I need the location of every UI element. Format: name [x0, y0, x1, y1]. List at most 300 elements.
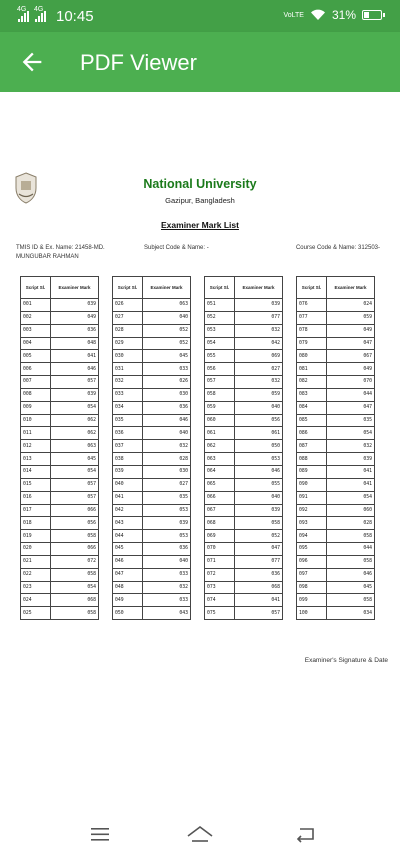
script-sl-cell: 099 — [297, 594, 327, 607]
script-sl-cell: 069 — [205, 530, 235, 543]
examiner-mark-cell: 052 — [143, 324, 191, 337]
examiner-mark-cell: 047 — [327, 401, 375, 414]
back-arrow-icon[interactable] — [18, 48, 46, 76]
table-row — [297, 337, 375, 350]
table-row — [297, 594, 375, 607]
script-sl-cell: 092 — [297, 504, 327, 517]
examiner-mark-cell: 048 — [51, 337, 99, 350]
script-sl-cell: 064 — [205, 465, 235, 478]
script-sl-cell: 034 — [113, 401, 143, 414]
table-row — [297, 581, 375, 594]
examiner-mark-cell: 058 — [327, 555, 375, 568]
table-row — [21, 517, 99, 530]
table-row — [21, 594, 99, 607]
examiner-mark-cell: 049 — [51, 311, 99, 324]
pdf-page[interactable] — [0, 92, 400, 812]
table-row — [205, 504, 283, 517]
examiner-mark-cell: 041 — [327, 465, 375, 478]
script-sl-cell: 067 — [205, 504, 235, 517]
examiner-mark-cell: 063 — [51, 440, 99, 453]
examiner-mark-cell: 052 — [143, 337, 191, 350]
mark-table-2 — [112, 276, 191, 620]
examiner-mark-cell: 068 — [235, 581, 283, 594]
script-sl-cell: 080 — [297, 350, 327, 363]
volte-label: VoLTE — [283, 11, 304, 19]
examiner-mark-cell: 047 — [235, 543, 283, 556]
examiner-mark-cell: 032 — [235, 324, 283, 337]
signal-icon-2 — [34, 6, 46, 22]
examiner-mark-cell: 039 — [235, 299, 283, 312]
script-sl-cell: 049 — [113, 594, 143, 607]
home-icon[interactable] — [186, 824, 214, 844]
table-row — [21, 543, 99, 556]
script-sl-cell: 023 — [21, 581, 51, 594]
table-row — [113, 401, 191, 414]
network-type-2: 4G — [34, 6, 44, 13]
table-row — [205, 427, 283, 440]
examiner-mark-cell: 039 — [327, 453, 375, 466]
examiner-mark-cell: 028 — [327, 517, 375, 530]
examiner-mark-cell: 066 — [51, 543, 99, 556]
examiner-mark-cell: 040 — [143, 555, 191, 568]
examiner-mark-cell: 030 — [143, 465, 191, 478]
table-row — [113, 299, 191, 312]
script-sl-cell: 012 — [21, 440, 51, 453]
script-sl-cell: 013 — [21, 453, 51, 466]
column-header-examiner-mark: Examiner Mark — [235, 277, 283, 299]
column-header-script-sl: Script Sl. — [205, 277, 235, 299]
table-row — [297, 517, 375, 530]
script-sl-cell: 068 — [205, 517, 235, 530]
examiner-mark-cell: 026 — [143, 376, 191, 389]
script-sl-cell: 022 — [21, 568, 51, 581]
script-sl-cell: 048 — [113, 581, 143, 594]
examiner-mark-cell: 057 — [51, 376, 99, 389]
script-sl-cell: 010 — [21, 414, 51, 427]
script-sl-cell: 015 — [21, 478, 51, 491]
examiner-mark-cell: 061 — [235, 427, 283, 440]
table-row — [205, 478, 283, 491]
script-sl-cell: 081 — [297, 363, 327, 376]
table-row — [113, 363, 191, 376]
script-sl-cell: 007 — [21, 376, 51, 389]
table-row — [205, 543, 283, 556]
table-row — [21, 299, 99, 312]
examiner-mark-cell: 066 — [51, 504, 99, 517]
examiner-mark-cell: 039 — [143, 517, 191, 530]
table-row — [297, 491, 375, 504]
examiner-mark-cell: 077 — [235, 311, 283, 324]
script-sl-cell: 076 — [297, 299, 327, 312]
table-row — [113, 337, 191, 350]
examiner-mark-cell: 036 — [143, 401, 191, 414]
table-row — [113, 594, 191, 607]
script-sl-cell: 019 — [21, 530, 51, 543]
script-sl-cell: 044 — [113, 530, 143, 543]
table-row — [297, 568, 375, 581]
university-name: National University — [143, 177, 257, 191]
back-icon[interactable] — [294, 824, 318, 844]
table-row — [297, 427, 375, 440]
table-row — [113, 311, 191, 324]
script-sl-cell: 021 — [21, 555, 51, 568]
table-row — [21, 465, 99, 478]
script-sl-cell: 014 — [21, 465, 51, 478]
script-sl-cell: 011 — [21, 427, 51, 440]
script-sl-cell: 002 — [21, 311, 51, 324]
script-sl-cell: 079 — [297, 337, 327, 350]
table-row — [21, 337, 99, 350]
document-title — [0, 220, 400, 230]
table-header-row — [297, 277, 375, 299]
status-right — [283, 8, 382, 22]
script-sl-cell: 006 — [21, 363, 51, 376]
battery-percent: 31% — [331, 8, 356, 22]
examiner-mark-cell: 053 — [235, 453, 283, 466]
table-header-row — [113, 277, 191, 299]
script-sl-cell: 027 — [113, 311, 143, 324]
column-header-script-sl: Script Sl. — [297, 277, 327, 299]
script-sl-cell: 093 — [297, 517, 327, 530]
script-sl-cell: 087 — [297, 440, 327, 453]
examiner-mark-cell: 040 — [143, 311, 191, 324]
status-bar — [0, 0, 400, 32]
examiner-mark-cell: 039 — [51, 299, 99, 312]
script-sl-cell: 033 — [113, 388, 143, 401]
examiner-mark-cell: 044 — [327, 543, 375, 556]
mark-table-1 — [20, 276, 99, 620]
clock: 10:45 — [56, 8, 94, 25]
table-row — [113, 350, 191, 363]
examiner-mark-cell: 032 — [143, 581, 191, 594]
status-left — [18, 8, 94, 25]
table-row — [297, 543, 375, 556]
examiner-mark-cell: 055 — [235, 478, 283, 491]
table-row — [297, 350, 375, 363]
examiner-mark-cell: 058 — [235, 517, 283, 530]
script-sl-cell: 052 — [205, 311, 235, 324]
course-info: Course Code & Name: 312503- — [295, 245, 380, 251]
examiner-signature-label: Examiner's Signature & Date — [304, 657, 388, 664]
script-sl-cell: 018 — [21, 517, 51, 530]
document-title-text: Examiner Mark List — [161, 220, 239, 230]
table-row — [113, 555, 191, 568]
script-sl-cell: 045 — [113, 543, 143, 556]
script-sl-cell: 005 — [21, 350, 51, 363]
examiner-mark-cell: 046 — [51, 363, 99, 376]
table-row — [113, 376, 191, 389]
table-row — [205, 324, 283, 337]
examiner-mark-cell: 034 — [327, 607, 375, 620]
script-sl-cell: 091 — [297, 491, 327, 504]
script-sl-cell: 072 — [205, 568, 235, 581]
table-row — [113, 388, 191, 401]
table-row — [21, 453, 99, 466]
table-row — [21, 530, 99, 543]
script-sl-cell: 029 — [113, 337, 143, 350]
table-row — [205, 491, 283, 504]
examiner-mark-cell: 077 — [235, 555, 283, 568]
table-row — [113, 568, 191, 581]
table-row — [205, 337, 283, 350]
battery-icon — [362, 10, 382, 20]
table-row — [205, 581, 283, 594]
table-row — [205, 363, 283, 376]
script-sl-cell: 040 — [113, 478, 143, 491]
script-sl-cell: 066 — [205, 491, 235, 504]
script-sl-cell: 032 — [113, 376, 143, 389]
script-sl-cell: 053 — [205, 324, 235, 337]
table-row — [205, 350, 283, 363]
subject-info: Subject Code & Name: - — [144, 245, 209, 251]
script-sl-cell: 071 — [205, 555, 235, 568]
examiner-mark-cell: 062 — [51, 414, 99, 427]
examiner-mark-cell: 054 — [51, 401, 99, 414]
examiner-mark-cell: 058 — [327, 530, 375, 543]
table-row — [205, 440, 283, 453]
script-sl-cell: 009 — [21, 401, 51, 414]
script-sl-cell: 003 — [21, 324, 51, 337]
table-row — [297, 465, 375, 478]
examiner-mark-cell: 040 — [235, 491, 283, 504]
script-sl-cell: 039 — [113, 465, 143, 478]
table-row — [205, 388, 283, 401]
examiner-mark-cell: 058 — [51, 568, 99, 581]
wifi-icon — [310, 9, 326, 21]
table-row — [297, 324, 375, 337]
table-row — [205, 414, 283, 427]
examiner-mark-cell: 058 — [51, 607, 99, 620]
table-row — [205, 311, 283, 324]
examiner-mark-cell: 046 — [235, 465, 283, 478]
script-sl-cell: 031 — [113, 363, 143, 376]
table-row — [21, 478, 99, 491]
script-sl-cell: 016 — [21, 491, 51, 504]
examiner-mark-cell: 041 — [327, 478, 375, 491]
script-sl-cell: 096 — [297, 555, 327, 568]
column-header-examiner-mark: Examiner Mark — [327, 277, 375, 299]
script-sl-cell: 050 — [113, 607, 143, 620]
table-row — [297, 299, 375, 312]
table-row — [205, 376, 283, 389]
examiner-mark-cell: 046 — [327, 568, 375, 581]
table-row — [297, 388, 375, 401]
column-header-examiner-mark: Examiner Mark — [143, 277, 191, 299]
table-row — [297, 414, 375, 427]
table-row — [205, 453, 283, 466]
examiner-mark-cell: 045 — [51, 453, 99, 466]
examiner-mark-cell: 054 — [327, 427, 375, 440]
script-sl-cell: 082 — [297, 376, 327, 389]
app-title: PDF Viewer — [80, 50, 197, 75]
script-sl-cell: 030 — [113, 350, 143, 363]
script-sl-cell: 075 — [205, 607, 235, 620]
script-sl-cell: 025 — [21, 607, 51, 620]
examiner-mark-cell: 045 — [327, 581, 375, 594]
examiner-mark-cell: 058 — [327, 594, 375, 607]
table-row — [21, 363, 99, 376]
examiner-mark-cell: 072 — [51, 555, 99, 568]
script-sl-cell: 085 — [297, 414, 327, 427]
script-sl-cell: 074 — [205, 594, 235, 607]
table-row — [21, 568, 99, 581]
table-row — [113, 324, 191, 337]
script-sl-cell: 058 — [205, 388, 235, 401]
script-sl-cell: 084 — [297, 401, 327, 414]
script-sl-cell: 004 — [21, 337, 51, 350]
examiner-mark-cell: 042 — [235, 337, 283, 350]
examiner-mark-cell: 057 — [51, 491, 99, 504]
script-sl-cell: 078 — [297, 324, 327, 337]
examiner-mark-cell: 060 — [327, 504, 375, 517]
app-bar — [0, 32, 400, 92]
examiner-mark-cell: 036 — [235, 568, 283, 581]
script-sl-cell: 041 — [113, 491, 143, 504]
table-row — [205, 465, 283, 478]
tmis-line-2: MUNGUBAR RAHMAN — [16, 254, 79, 260]
table-row — [205, 517, 283, 530]
examiner-mark-cell: 039 — [235, 504, 283, 517]
examiner-mark-cell: 045 — [143, 350, 191, 363]
examiner-mark-cell: 056 — [51, 517, 99, 530]
script-sl-cell: 088 — [297, 453, 327, 466]
examiner-mark-cell: 030 — [143, 388, 191, 401]
table-row — [297, 555, 375, 568]
table-row — [113, 504, 191, 517]
examiner-mark-cell: 043 — [143, 607, 191, 620]
script-sl-cell: 083 — [297, 388, 327, 401]
table-header-row — [21, 277, 99, 299]
script-sl-cell: 056 — [205, 363, 235, 376]
examiner-mark-cell: 067 — [327, 350, 375, 363]
examiner-mark-cell: 056 — [235, 414, 283, 427]
examiner-mark-cell: 050 — [235, 440, 283, 453]
table-row — [297, 363, 375, 376]
table-row — [113, 581, 191, 594]
table-row — [297, 453, 375, 466]
script-sl-cell: 086 — [297, 427, 327, 440]
examiner-mark-cell: 054 — [51, 581, 99, 594]
script-sl-cell: 043 — [113, 517, 143, 530]
examiner-mark-cell: 024 — [327, 299, 375, 312]
script-sl-cell: 024 — [21, 594, 51, 607]
examiner-mark-cell: 058 — [51, 530, 99, 543]
table-row — [21, 555, 99, 568]
script-sl-cell: 062 — [205, 440, 235, 453]
script-sl-cell: 020 — [21, 543, 51, 556]
examiner-mark-cell: 035 — [143, 491, 191, 504]
table-row — [21, 311, 99, 324]
examiner-mark-cell: 057 — [51, 478, 99, 491]
script-sl-cell: 089 — [297, 465, 327, 478]
table-row — [113, 517, 191, 530]
table-row — [113, 414, 191, 427]
examiner-mark-cell: 052 — [235, 530, 283, 543]
script-sl-cell: 057 — [205, 376, 235, 389]
script-sl-cell: 097 — [297, 568, 327, 581]
table-row — [297, 530, 375, 543]
script-sl-cell: 070 — [205, 543, 235, 556]
examiner-mark-cell: 036 — [143, 543, 191, 556]
script-sl-cell: 028 — [113, 324, 143, 337]
script-sl-cell: 008 — [21, 388, 51, 401]
table-row — [113, 491, 191, 504]
table-row — [205, 555, 283, 568]
examiner-mark-cell: 040 — [143, 427, 191, 440]
navigation-bar — [0, 812, 400, 858]
table-row — [21, 324, 99, 337]
script-sl-cell: 055 — [205, 350, 235, 363]
examiner-mark-cell: 027 — [235, 363, 283, 376]
table-row — [297, 376, 375, 389]
table-row — [297, 311, 375, 324]
script-sl-cell: 061 — [205, 427, 235, 440]
table-row — [113, 465, 191, 478]
column-header-examiner-mark: Examiner Mark — [51, 277, 99, 299]
table-row — [21, 414, 99, 427]
examiner-mark-cell: 057 — [235, 607, 283, 620]
examiner-mark-cell: 062 — [51, 427, 99, 440]
script-sl-cell: 046 — [113, 555, 143, 568]
examiner-mark-cell: 059 — [235, 388, 283, 401]
examiner-mark-cell: 040 — [235, 401, 283, 414]
column-header-script-sl: Script Sl. — [113, 277, 143, 299]
table-row — [205, 299, 283, 312]
examiner-mark-cell: 032 — [327, 440, 375, 453]
examiner-mark-cell: 069 — [235, 350, 283, 363]
script-sl-cell: 063 — [205, 453, 235, 466]
script-sl-cell: 054 — [205, 337, 235, 350]
script-sl-cell: 038 — [113, 453, 143, 466]
table-row — [21, 607, 99, 620]
table-row — [113, 543, 191, 556]
script-sl-cell: 100 — [297, 607, 327, 620]
script-sl-cell: 065 — [205, 478, 235, 491]
examiner-mark-cell: 070 — [327, 376, 375, 389]
script-sl-cell: 060 — [205, 414, 235, 427]
script-sl-cell: 047 — [113, 568, 143, 581]
script-sl-cell: 026 — [113, 299, 143, 312]
examiner-mark-cell: 033 — [143, 568, 191, 581]
script-sl-cell: 042 — [113, 504, 143, 517]
table-row — [205, 568, 283, 581]
table-row — [113, 427, 191, 440]
menu-icon[interactable] — [88, 824, 112, 844]
table-row — [205, 607, 283, 620]
script-sl-cell: 001 — [21, 299, 51, 312]
mark-table-3 — [204, 276, 283, 620]
tmis-line-1: TMIS ID & Ex. Name: 21458-MD. — [16, 245, 105, 251]
table-row — [297, 478, 375, 491]
tmis-info — [16, 244, 105, 262]
table-row — [113, 478, 191, 491]
table-row — [21, 440, 99, 453]
examiner-mark-cell: 049 — [327, 324, 375, 337]
examiner-mark-cell: 068 — [51, 594, 99, 607]
examiner-mark-cell: 053 — [143, 530, 191, 543]
examiner-mark-cell: 033 — [143, 594, 191, 607]
table-row — [21, 388, 99, 401]
table-row — [21, 491, 99, 504]
network-type-1: 4G — [17, 6, 27, 13]
script-sl-cell: 094 — [297, 530, 327, 543]
table-row — [297, 504, 375, 517]
examiner-mark-cell: 028 — [143, 453, 191, 466]
table-row — [113, 530, 191, 543]
examiner-mark-cell: 046 — [143, 414, 191, 427]
examiner-mark-cell: 039 — [51, 388, 99, 401]
table-row — [21, 401, 99, 414]
